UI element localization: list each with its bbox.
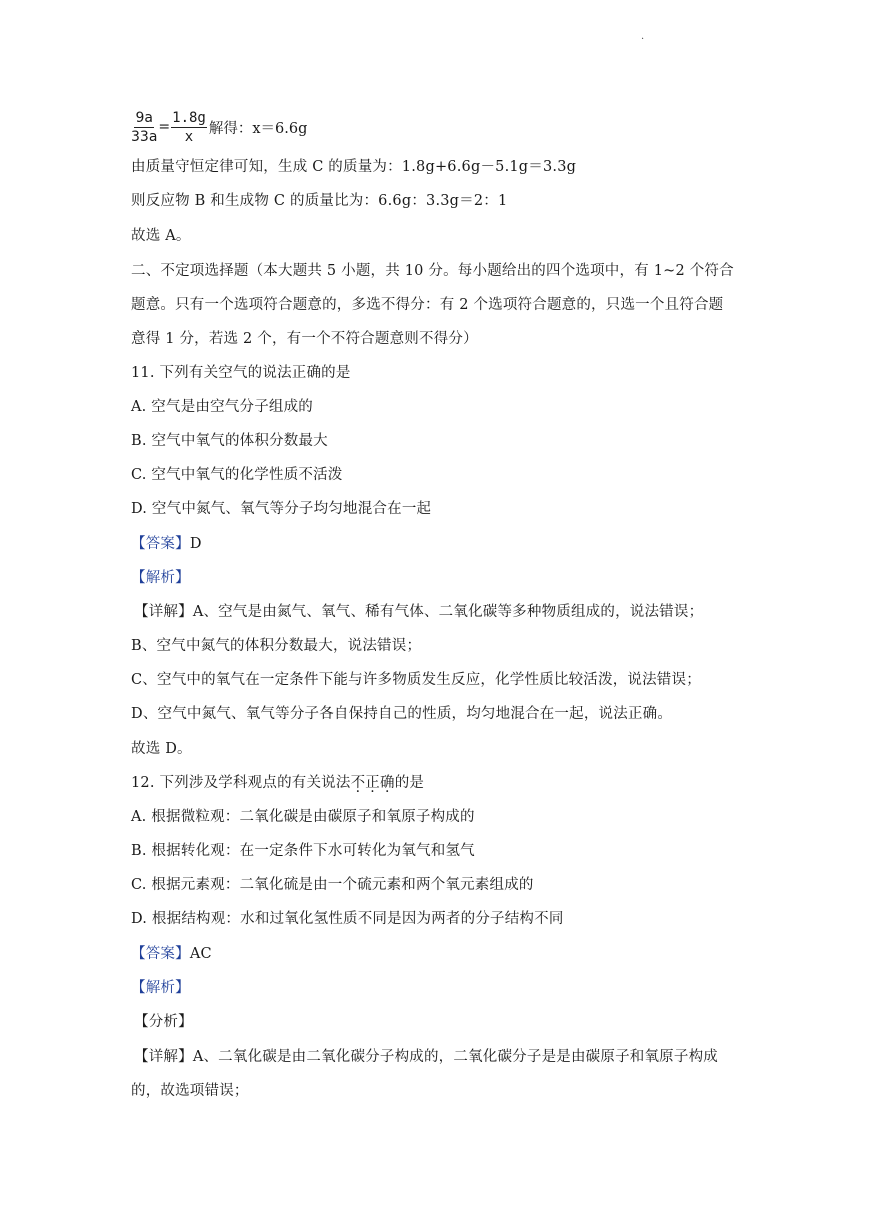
q11-answer xyxy=(131,534,202,554)
q12-answer xyxy=(131,944,212,964)
q11-option-b: B. 空气中氧气的体积分数最大 xyxy=(131,433,328,449)
mass-conservation-line: 由质量守恒定律可知，生成 C 的质量为：1.8g+6.6g－5.1g＝3.3g xyxy=(131,159,577,175)
mass-ratio-line: 则反应物 B 和生成物 C 的质量比为：6.6g：3.3g＝2：1 xyxy=(131,193,508,209)
q12-stem-after: 的是 xyxy=(394,775,425,791)
q12-detail-line1 xyxy=(134,1047,718,1067)
section-heading-line2: 题意。只有一个选项符合题意的，多选不得分：有 2 个选项符合题意的，只选一个且符合题 xyxy=(131,297,724,313)
q11-detail-line5: 故选 D。 xyxy=(131,741,192,757)
right-fraction xyxy=(171,110,207,145)
q12-option-d: D. 根据结构观：水和过氧化氢性质不同是因为两者的分子结构不同 xyxy=(131,911,564,927)
q12-stem-before: 12. 下列涉及学科观点的有关说法 xyxy=(131,775,351,791)
left-denominator: 33a xyxy=(131,128,158,145)
q11-detail-tag: 【详解】 xyxy=(134,604,193,620)
fraction-result: 解得：x＝6.6g xyxy=(208,120,308,137)
q12-fenxi-tag: 【分析】 xyxy=(134,1014,193,1030)
q11-analysis-tag: 【解析】 xyxy=(131,570,190,586)
q12-stem xyxy=(131,773,424,793)
q11-detail-line1 xyxy=(134,602,703,622)
q11-detail-line3: C、空气中的氧气在一定条件下能与许多物质发生反应，化学性质比较活泼，说法错误； xyxy=(131,672,701,688)
q11-detail-text1: A、空气是由氮气、氧气、稀有气体、二氧化碳等多种物质组成的，说法错误； xyxy=(192,604,704,620)
q12-analysis xyxy=(131,978,190,998)
q12-option-b: B. 根据转化观：在一定条件下水可转化为氧气和氢气 xyxy=(131,843,475,859)
left-fraction xyxy=(131,110,157,145)
q12-fenxi xyxy=(134,1012,193,1032)
q12-detail-text1: A、二氧化碳是由二氧化碳分子构成的，二氧化碳分子是是由碳原子和氧原子构成 xyxy=(192,1049,718,1065)
right-denominator: x xyxy=(184,128,194,145)
choose-a-line: 故选 A。 xyxy=(131,228,191,244)
header-mark: · xyxy=(641,34,645,45)
q11-option-c: C. 空气中氧气的化学性质不活泼 xyxy=(131,467,343,483)
q12-answer-value: AC xyxy=(189,946,212,962)
q12-analysis-tag: 【解析】 xyxy=(131,980,190,996)
q11-answer-tag: 【答案】 xyxy=(131,536,190,552)
left-numerator: 9a xyxy=(135,109,153,126)
q11-detail-line2: B、空气中氮气的体积分数最大，说法错误； xyxy=(131,638,422,654)
q11-answer-value: D xyxy=(189,536,202,552)
q12-answer-tag: 【答案】 xyxy=(131,946,190,962)
fraction-equation xyxy=(131,107,307,147)
q11-stem: 11. 下列有关空气的说法正确的是 xyxy=(131,365,351,381)
q11-option-a: A. 空气是由空气分子组成的 xyxy=(131,399,313,415)
q12-option-c: C. 根据元素观：二氧化硫是由一个硫元素和两个氧元素组成的 xyxy=(131,877,534,893)
q12-detail-line2: 的，故选项错误； xyxy=(131,1083,249,1099)
q11-option-d: D. 空气中氮气、氧气等分子均匀地混合在一起 xyxy=(131,501,432,517)
q12-emph-char: 确 xyxy=(379,775,395,791)
section-heading-line1: 二、不定项选择题（本大题共 5 小题，共 10 分。每小题给出的四个选项中，有 1~2 个符合 xyxy=(131,263,734,279)
right-numerator: 1.8g xyxy=(172,109,206,126)
q12-option-a: A. 根据微粒观：二氧化碳是由碳原子和氧原子构成的 xyxy=(131,809,475,825)
q12-emph-char: 正 xyxy=(365,775,380,791)
q12-emph-char: 不 xyxy=(350,775,366,791)
q12-detail-tag: 【详解】 xyxy=(134,1049,193,1065)
q11-analysis xyxy=(131,568,190,588)
q11-detail-line4: D、空气中氮气、氧气等分子各自保持自己的性质，均匀地混合在一起，说法正确。 xyxy=(131,706,673,722)
section-heading-line3: 意得 1 分，若选 2 个，有一个不符合题意则不得分） xyxy=(131,331,478,347)
equals-sign: = xyxy=(158,119,171,135)
